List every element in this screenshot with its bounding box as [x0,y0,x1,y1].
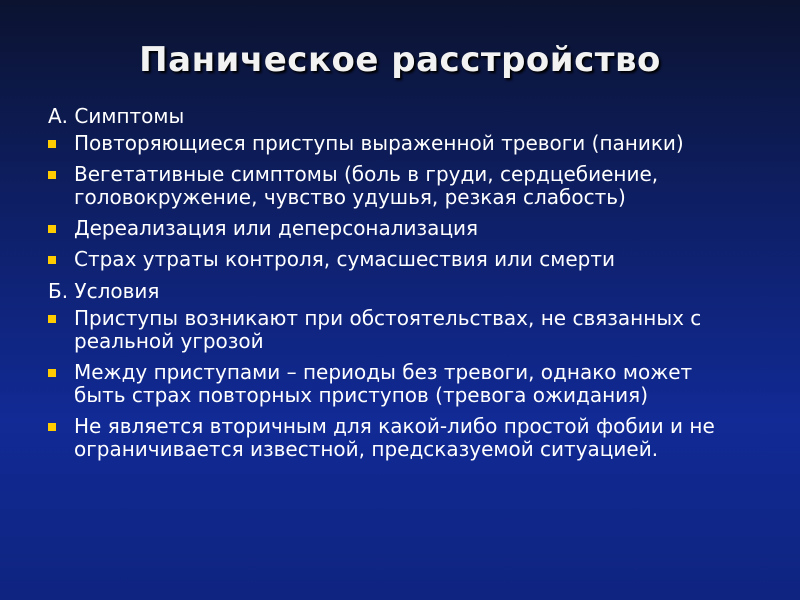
section-heading-symptoms: А. Симптомы [48,104,185,128]
square-bullet-icon [48,171,56,179]
square-bullet-icon [48,315,56,323]
list-item-text: Не является вторичным для какой-либо простой фобии и не ограничивается известной, предсказуемой ситуацией. [74,414,715,461]
square-bullet-icon [48,256,56,264]
list-item [48,132,748,155]
list-item [48,248,748,271]
list-item-text: Вегетативные симптомы (боль в груди, сердцебиение, головокружение, чувство удушья, резкая слабость) [74,162,659,209]
section-heading-conditions: Б. Условия [48,279,160,303]
square-bullet-icon [48,423,56,431]
list-item [48,361,748,407]
slide-content [48,104,748,469]
square-bullet-icon [48,225,56,233]
square-bullet-icon [48,369,56,377]
list-item [48,307,748,353]
list-item-text: Дереализация или деперсонализация [74,216,479,240]
square-bullet-icon [48,140,56,148]
list-item-text: Повторяющиеся приступы выраженной тревоги (паники) [74,131,684,155]
list-item-text: Страх утраты контроля, сумасшествия или смерти [74,247,615,271]
list-item [48,217,748,240]
list-item-text: Между приступами – периоды без тревоги, однако может быть страх повторных приступов (тревога ожидания) [74,360,693,407]
slide-title: Паническое расстройство [139,40,661,80]
list-item [48,415,748,461]
list-item [48,163,748,209]
list-item-text: Приступы возникают при обстоятельствах, не связанных с реальной угрозой [74,306,702,353]
